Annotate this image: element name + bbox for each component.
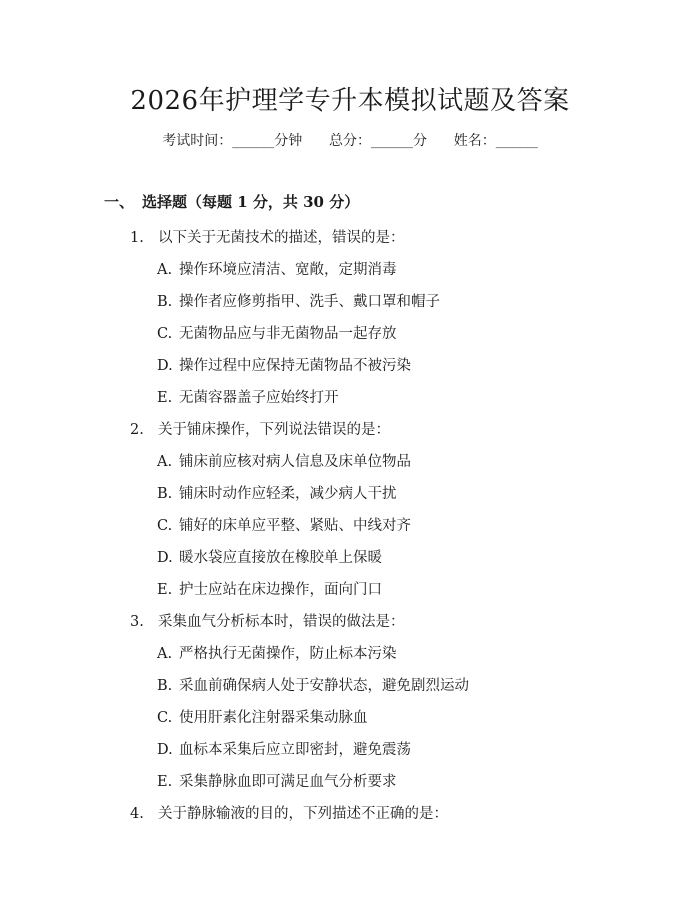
option-text: 护士应站在床边操作，面向门口	[179, 582, 382, 598]
option-text: 无菌容器盖子应始终打开	[179, 390, 339, 406]
option-2c	[157, 514, 411, 535]
option-2d	[157, 546, 382, 567]
option-2a	[157, 450, 411, 471]
option-text: 无菌物品应与非无菌物品一起存放	[179, 326, 397, 342]
question-text: 关于铺床操作，下列说法错误的是：	[158, 422, 390, 438]
option-1a	[157, 258, 397, 279]
exam-title: 2026年护理学专升本模拟试题及答案	[130, 86, 570, 116]
option-text: 操作环境应清洁、宽敞，定期消毒	[179, 262, 397, 278]
question-number: 1.	[130, 230, 144, 246]
option-letter: E.	[157, 774, 173, 790]
question-number: 3.	[130, 614, 144, 630]
option-3b	[157, 674, 469, 695]
option-1e	[157, 386, 339, 407]
question-number: 2.	[130, 422, 144, 438]
option-text: 操作过程中应保持无菌物品不被污染	[179, 358, 411, 374]
exam-meta-line: 考试时间：______分钟 总分：______分 姓名：______	[162, 133, 538, 149]
option-text: 采血前确保病人处于安静状态，避免剧烈运动	[179, 678, 469, 694]
question-number: 4.	[130, 806, 144, 822]
option-letter: B.	[157, 678, 173, 694]
option-text: 铺好的床单应平整、紧贴、中线对齐	[179, 518, 411, 534]
option-2b	[157, 482, 397, 503]
section-number: 一、	[104, 193, 135, 211]
option-text: 铺床时动作应轻柔，减少病人干扰	[179, 486, 397, 502]
option-3d	[157, 738, 411, 759]
option-letter: B.	[157, 294, 173, 310]
option-text: 使用肝素化注射器采集动脉血	[179, 710, 368, 726]
option-letter: B.	[157, 486, 173, 502]
section-heading	[104, 191, 359, 212]
option-letter: E.	[157, 582, 173, 598]
option-1c	[157, 322, 397, 343]
option-letter: D.	[157, 742, 173, 758]
option-text: 血标本采集后应立即密封，避免震荡	[179, 742, 411, 758]
option-letter: D.	[157, 358, 173, 374]
option-text: 采集静脉血即可满足血气分析要求	[179, 774, 397, 790]
option-text: 操作者应修剪指甲、洗手、戴口罩和帽子	[179, 294, 440, 310]
question-4	[130, 802, 448, 823]
option-letter: A.	[157, 262, 173, 278]
option-3e	[157, 770, 397, 791]
option-letter: D.	[157, 550, 173, 566]
option-1d	[157, 354, 411, 375]
option-letter: C.	[157, 710, 173, 726]
question-text: 采集血气分析标本时，错误的做法是：	[158, 614, 405, 630]
option-text: 严格执行无菌操作，防止标本污染	[179, 646, 397, 662]
option-letter: C.	[157, 326, 173, 342]
option-letter: A.	[157, 454, 173, 470]
option-3c	[157, 706, 368, 727]
option-letter: E.	[157, 390, 173, 406]
option-letter: A.	[157, 646, 173, 662]
option-text: 铺床前应核对病人信息及床单位物品	[179, 454, 411, 470]
question-text: 关于静脉输液的目的，下列描述不正确的是：	[158, 806, 448, 822]
option-letter: C.	[157, 518, 173, 534]
question-3	[130, 610, 405, 631]
option-1b	[157, 290, 440, 311]
question-text: 以下关于无菌技术的描述，错误的是：	[158, 230, 405, 246]
question-2	[130, 418, 390, 439]
option-2e	[157, 578, 382, 599]
section-title: 选择题（每题 1 分，共 30 分）	[142, 193, 360, 211]
question-1	[130, 226, 405, 247]
option-3a	[157, 642, 397, 663]
option-text: 暖水袋应直接放在橡胶单上保暖	[179, 550, 382, 566]
